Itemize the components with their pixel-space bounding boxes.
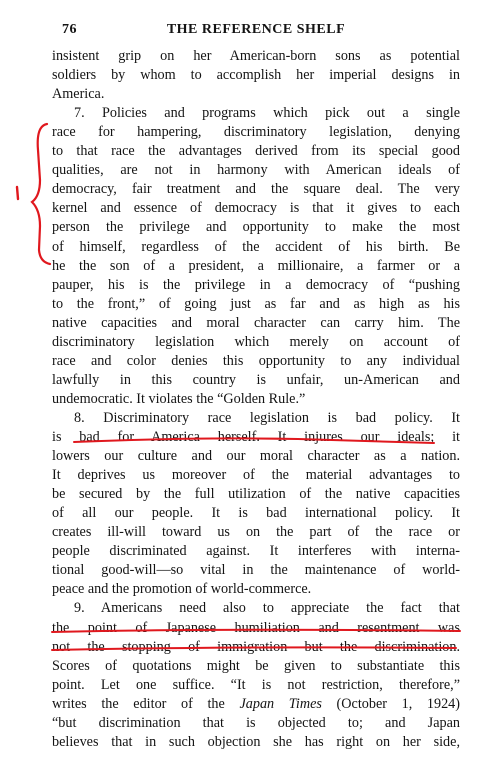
- text-line: Scores of quotations might be given to substantiate this: [52, 657, 460, 674]
- text-line: discriminatory legislation which merely on account of: [52, 333, 460, 350]
- text-line: the point of Japanese humiliation and resentment was: [52, 619, 460, 636]
- text-line: to the front,” of going just as far and as high as his: [52, 295, 460, 312]
- text-line: believes that in such objection she has right on her side,: [52, 733, 460, 750]
- text-line: 7. Policies and programs which pick out a single: [74, 105, 460, 122]
- text-line: “but discrimination that is objected to; and Japan: [52, 714, 460, 731]
- page-number: 76: [62, 22, 77, 37]
- margin-tick: [17, 187, 18, 199]
- text-line: writes the editor of the Japan Times (October 1, 1924): [52, 695, 460, 712]
- text-line: people discriminated against. It interferes with interna-: [52, 543, 460, 560]
- page-header: [52, 22, 460, 44]
- text-line: kernel and essence of democracy is that it gives to each: [52, 200, 460, 217]
- text-line: to that race the advantages derived from its special good: [52, 143, 460, 160]
- text-line: lowers our culture and our moral character as a nation.: [52, 448, 460, 465]
- text-line: America.: [52, 86, 105, 103]
- text-line: race for hampering, discriminatory legislation, denying: [52, 124, 460, 141]
- running-head: THE REFERENCE SHELF: [166, 22, 346, 37]
- text-line: qualities, are not in harmony with American ideals of: [52, 162, 460, 179]
- text-line: is bad for America herself. It injures our ideals; it: [52, 429, 460, 445]
- text-line: he the son of a president, a millionaire, a farmer or a: [52, 257, 460, 274]
- margin-bracket: [32, 124, 50, 264]
- text-line: undemocratic. It violates the “Golden Rule.”: [52, 390, 306, 407]
- text-line: of himself, regardless of the accident of his birth. Be: [52, 238, 460, 255]
- text-line: It deprives us moreover of the material advantages to: [52, 467, 460, 484]
- text-line: pauper, his is the privilege in a democracy of “pushing: [52, 276, 460, 293]
- text-line: point. Let one suffice. “It is not restriction, therefore,”: [52, 676, 460, 693]
- text-line: be secured by the full utilization of the native capacities: [52, 486, 460, 503]
- text-line: 8. Discriminatory race legislation is bad policy. It: [74, 409, 460, 426]
- text-line: peace and the promotion of world-commerce.: [52, 581, 312, 598]
- text-line: soldiers by whom to accomplish her imperial designs in: [52, 67, 460, 84]
- newspaper-title: Japan Times: [239, 695, 322, 712]
- text-line: 9. Americans need also to appreciate the fact that: [74, 600, 460, 617]
- text-line: creates ill-will toward us on the part of the race or: [52, 524, 460, 541]
- text-line: of all our people. It is bad international policy. It: [52, 505, 460, 522]
- text-line: insistent grip on her American-born sons as potential: [52, 48, 460, 64]
- text-line: race and color denies this opportunity to any individual: [52, 352, 460, 369]
- text-line: democracy, fair treatment and the square deal. The very: [52, 181, 460, 198]
- text-line: tional good-will—so vital in the maintenance of world-: [52, 562, 460, 579]
- text-line: lawfully in this country is unfair, un-American and: [52, 371, 460, 388]
- text-line: not the stopping of immigration but the discrimination.: [52, 638, 460, 655]
- text-line: person the privilege and opportunity to make the most: [52, 219, 460, 236]
- text-line: native capacities and moral character can carry him. The: [52, 314, 460, 331]
